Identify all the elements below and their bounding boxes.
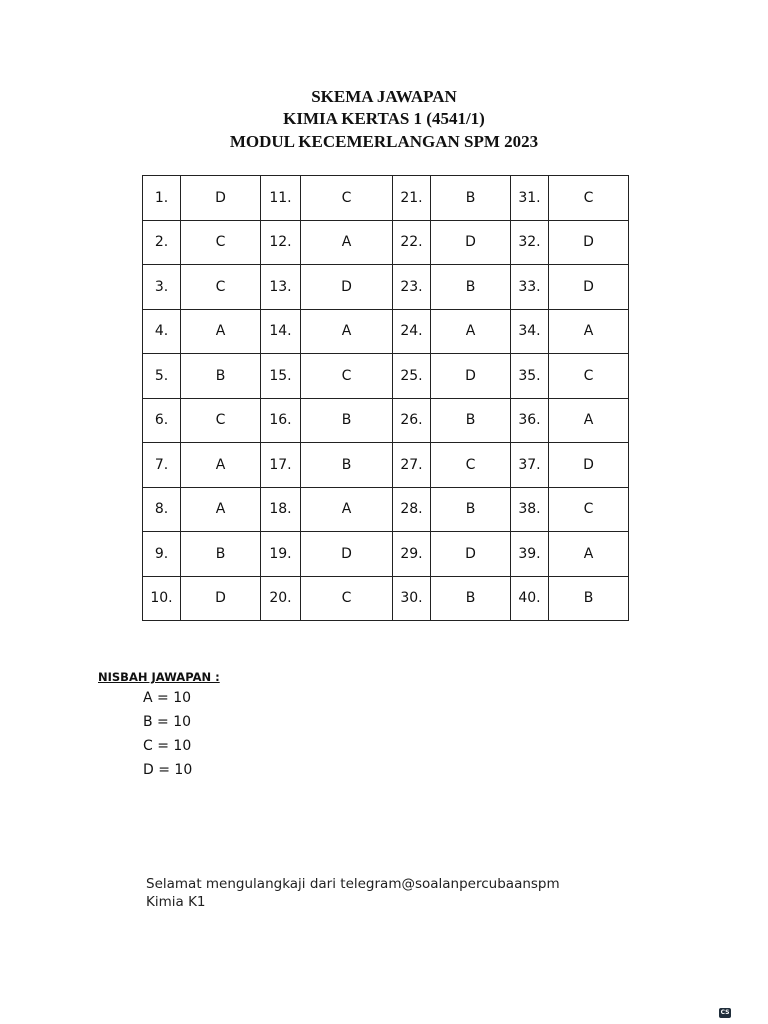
answer-cell: D [549,443,629,488]
answer-cell: C [549,176,629,221]
answer-cell: C [301,176,393,221]
question-number-cell: 16. [261,398,301,443]
question-number-cell: 18. [261,487,301,532]
answer-cell: A [549,398,629,443]
answer-cell: D [431,354,511,399]
answer-cell: A [549,532,629,577]
question-number-cell: 5. [143,354,181,399]
question-number-cell: 30. [393,576,431,621]
table-row [143,443,629,488]
ratio-line-d: D = 10 [143,762,193,778]
question-number-cell: 19. [261,532,301,577]
answer-cell: B [301,398,393,443]
question-number-cell: 6. [143,398,181,443]
table-row [143,265,629,310]
answer-table-body [143,176,629,621]
question-number-cell: 14. [261,309,301,354]
question-number-cell: 13. [261,265,301,310]
answer-cell: B [181,532,261,577]
footer-note: Selamat mengulangkaji dari telegram@soalanpercubaanspm [146,876,560,892]
answer-cell: D [431,220,511,265]
question-number-cell: 2. [143,220,181,265]
answer-cell: A [301,487,393,532]
answer-cell: D [549,265,629,310]
answer-ratio-title: NISBAH JAWAPAN : [98,670,220,684]
question-number-cell: 38. [511,487,549,532]
answer-cell: B [431,176,511,221]
question-number-cell: 31. [511,176,549,221]
answer-cell: B [431,265,511,310]
table-row [143,309,629,354]
question-number-cell: 32. [511,220,549,265]
answer-cell: B [181,354,261,399]
question-number-cell: 7. [143,443,181,488]
question-number-cell: 25. [393,354,431,399]
answer-cell: C [549,487,629,532]
question-number-cell: 10. [143,576,181,621]
answer-cell: C [431,443,511,488]
question-number-cell: 20. [261,576,301,621]
ratio-line-b: B = 10 [143,714,192,730]
answer-cell: C [301,576,393,621]
question-number-cell: 22. [393,220,431,265]
answer-cell: B [431,398,511,443]
question-number-cell: 37. [511,443,549,488]
footer-subject: Kimia K1 [146,894,206,910]
answer-cell: C [181,220,261,265]
answer-cell: B [431,487,511,532]
answer-cell: C [301,354,393,399]
question-number-cell: 40. [511,576,549,621]
answer-table [142,175,629,621]
question-number-cell: 8. [143,487,181,532]
answer-cell: D [301,265,393,310]
doc-module-title: MODUL KECEMERLANGAN SPM 2023 [229,132,539,151]
table-row [143,487,629,532]
answer-cell: D [181,176,261,221]
answer-cell: A [549,309,629,354]
answer-cell: C [181,398,261,443]
answer-cell: D [431,532,511,577]
answer-cell: B [431,576,511,621]
table-row [143,398,629,443]
ratio-line-a: A = 10 [143,690,192,706]
question-number-cell: 12. [261,220,301,265]
answer-cell: C [181,265,261,310]
answer-cell: A [181,309,261,354]
answer-cell: B [301,443,393,488]
question-number-cell: 24. [393,309,431,354]
question-number-cell: 27. [393,443,431,488]
table-row [143,532,629,577]
answer-cell: A [431,309,511,354]
question-number-cell: 11. [261,176,301,221]
answer-cell: A [301,309,393,354]
question-number-cell: 39. [511,532,549,577]
answer-cell: D [549,220,629,265]
ratio-line-c: C = 10 [143,738,192,754]
answer-cell: D [181,576,261,621]
answer-cell: A [181,443,261,488]
table-row [143,220,629,265]
answer-cell: D [301,532,393,577]
question-number-cell: 34. [511,309,549,354]
question-number-cell: 4. [143,309,181,354]
answer-cell: B [549,576,629,621]
question-number-cell: 33. [511,265,549,310]
question-number-cell: 1. [143,176,181,221]
answer-cell: A [181,487,261,532]
question-number-cell: 21. [393,176,431,221]
question-number-cell: 35. [511,354,549,399]
answer-cell: A [301,220,393,265]
question-number-cell: 9. [143,532,181,577]
camscanner-logo-icon: CS [720,1009,730,1016]
doc-subtitle: KIMIA KERTAS 1 (4541/1) [283,109,485,128]
question-number-cell: 28. [393,487,431,532]
question-number-cell: 3. [143,265,181,310]
question-number-cell: 15. [261,354,301,399]
question-number-cell: 17. [261,443,301,488]
question-number-cell: 26. [393,398,431,443]
answer-cell: C [549,354,629,399]
table-row [143,176,629,221]
question-number-cell: 36. [511,398,549,443]
table-row [143,576,629,621]
table-row [143,354,629,399]
doc-title: SKEMA JAWAPAN [311,87,457,106]
question-number-cell: 29. [393,532,431,577]
question-number-cell: 23. [393,265,431,310]
